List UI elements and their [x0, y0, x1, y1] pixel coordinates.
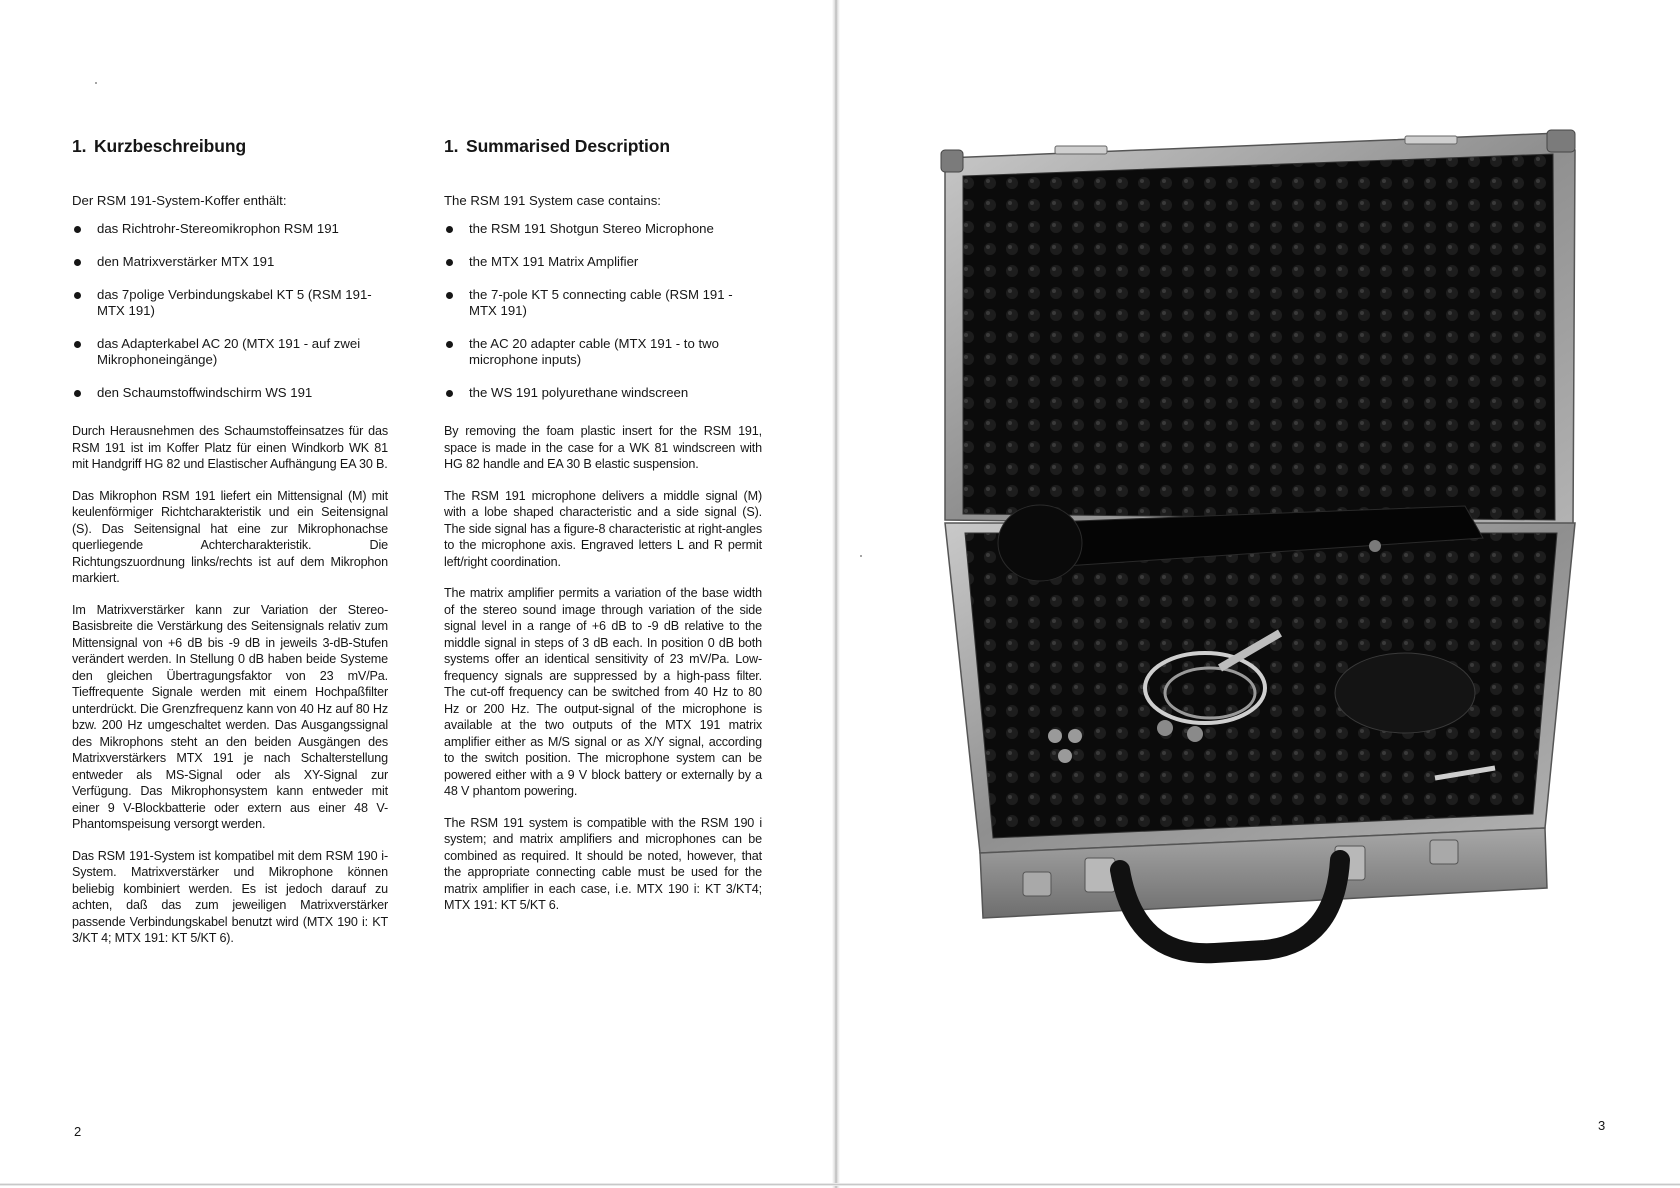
paragraph: Im Matrixverstärker kann zur Variation der Stereo-Basisbreite die Verstärkung des Seitensignals relativ zum Mittensignal von +6 dB bis -9 dB in jeweils 3-dB-Stufen verändert werden. In Stellung 0 dB haben beide Systeme den gleichen Übertragungsfaktor von 23 mV/Pa. Tieffrequente Signale werden mit einem Hochpaßfilter unterdrückt. Die Grenzfrequenz kann von 40 Hz auf 80 Hz bzw. 200 Hz umgeschaltet werden. Das Ausgangssignal des Mikrophons steht an den beiden Ausgängen des Matrixverstärkers MTX 191 je nach Schalterstellung entweder als MS-Signal oder als XY-Signal zur Verfügung. Das Mikrophonsystem kann entweder mit einer 9 V-Blockbatterie oder extern aus einer 48 V-Phantomspeisung versorgt werden. [72, 602, 388, 831]
list-item [72, 385, 388, 401]
intro-text: Der RSM 191-System-Koffer enthält: [72, 193, 287, 208]
heading-number: 1. [72, 136, 87, 156]
bullet-dot-icon [74, 341, 81, 348]
heading-title: Kurzbeschreibung [94, 136, 247, 156]
paragraph: Durch Herausnehmen des Schaumstoffeinsatzes für das RSM 191 ist im Koffer Platz für einen Windkorb WK 81 mit Handgriff HG 82 und Elastischer Aufhängung EA 30 B. [72, 424, 388, 471]
page-number-left: 2 [74, 1124, 82, 1139]
bullet-dot-icon [74, 390, 81, 397]
list-item-text: the AC 20 adapter cable (MTX 191 - to two microphone inputs) [469, 336, 719, 367]
list-item-text: the 7-pole KT 5 connecting cable (RSM 191 - MTX 191) [469, 287, 733, 318]
bullet-dot-icon [446, 390, 453, 397]
section-heading-en [444, 136, 762, 157]
page-gutter [832, 0, 840, 1188]
list-item [72, 287, 388, 319]
list-item-text: the WS 191 polyurethane windscreen [469, 385, 689, 400]
list-item [444, 336, 762, 368]
list-item-text: den Schaumstoffwindschirm WS 191 [97, 385, 313, 400]
list-item-text: the MTX 191 Matrix Amplifier [469, 254, 639, 269]
list-item [72, 221, 388, 237]
paragraph: By removing the foam plastic insert for the RSM 191, space is made in the case for a WK 81 windscreen with HG 82 handle and EA 30 B elastic suspension. [444, 424, 762, 471]
paragraph: The RSM 191 microphone delivers a middle signal (M) with a lobe shaped characteristic and a side signal (S). The side signal has a figure-8 characteristic at right-angles to the microphone axis. Engraved letters L and R permit left/right coordination. [444, 488, 762, 569]
scan-speck [95, 82, 97, 84]
open-carrying-case-photo [935, 128, 1585, 1028]
list-item [444, 385, 762, 401]
scan-speck [860, 555, 862, 557]
bullet-dot-icon [74, 226, 81, 233]
list-item [72, 336, 388, 368]
left-page-column [72, 136, 388, 962]
paragraph: The RSM 191 system is compatible with the RSM 190 i system; and matrix amplifiers and microphones can be combined as required. It should be noted, however, that the appropriate connecting cable must be used for the matrix amplifier in each case, i.e. MTX 190 i: KT 3/KT4; MTX 191: KT 5/KT 6. [444, 815, 762, 912]
page-bottom-edge [0, 1183, 1680, 1186]
bullet-dot-icon [446, 226, 453, 233]
intro-text: The RSM 191 System case contains: [444, 193, 661, 208]
list-item [444, 221, 762, 237]
list-item-text: das Adapterkabel AC 20 (MTX 191 - auf zwei Mikrophoneingänge) [97, 336, 361, 367]
list-item-text: the RSM 191 Shotgun Stereo Microphone [469, 221, 714, 236]
case-illustration [935, 128, 1585, 1028]
list-item [444, 287, 762, 319]
section-heading-de [72, 136, 388, 157]
list-item-text: das Richtrohr-Stereomikrophon RSM 191 [97, 221, 339, 236]
paragraph: Das Mikrophon RSM 191 liefert ein Mittensignal (M) mit keulenförmiger Richtcharakteristik und ein Seitensignal (S). Das Seitensignal hat eine zur Mikrophonachse querliegende Achtercharakteristik. Die Richtungszuordnung links/rechts ist auf dem Mikrophon markiert. [72, 488, 388, 585]
paragraph: Das RSM 191-System ist kompatibel mit dem RSM 190 i-System. Matrixverstärker und Mikrophone können beliebig kombiniert werden. Es ist jedoch darauf zu achten, daß das zum jeweiligen Matrixverstärker passende Verbindungskabel benutzt wird (MTX 190 i: KT 3/KT 4; MTX 191: KT 5/KT 6). [72, 848, 388, 945]
bullet-dot-icon [74, 292, 81, 299]
heading-title: Summarised Description [466, 136, 670, 156]
list-item [72, 254, 388, 270]
contents-list [72, 221, 388, 401]
heading-number: 1. [444, 136, 459, 156]
contents-list [444, 221, 762, 401]
page-number-right: 3 [1598, 1118, 1606, 1133]
list-item-text: das 7polige Verbindungskabel KT 5 (RSM 191-MTX 191) [97, 287, 372, 318]
bullet-dot-icon [446, 292, 453, 299]
case-lid [941, 130, 1575, 528]
list-item-text: den Matrixverstärker MTX 191 [97, 254, 275, 269]
bullet-dot-icon [446, 259, 453, 266]
right-text-column [444, 136, 762, 929]
windscreen [1335, 653, 1475, 733]
list-item [444, 254, 762, 270]
paragraph: The matrix amplifier permits a variation of the base width of the stereo sound image through variation of the side signal level in a range of +6 dB to -9 dB relative to the middle signal in steps of 3 dB each. In position 0 dB both systems offer an identical sensitivity of 23 mV/Pa. Low-frequency signals are suppressed by a high-pass filter. The cut-off frequency can be switched from 40 Hz to 80 Hz or 200 Hz. The output-signal of the microphone is available at the two outputs of the MTX 191 matrix amplifier either as M/S signal or as X/Y signal, according to the switch position. The microphone system can be powered either with a 9 V block battery or externally by a 48 V phantom powering. [444, 586, 762, 798]
bullet-dot-icon [446, 341, 453, 348]
bullet-dot-icon [74, 259, 81, 266]
case-base [945, 523, 1575, 918]
